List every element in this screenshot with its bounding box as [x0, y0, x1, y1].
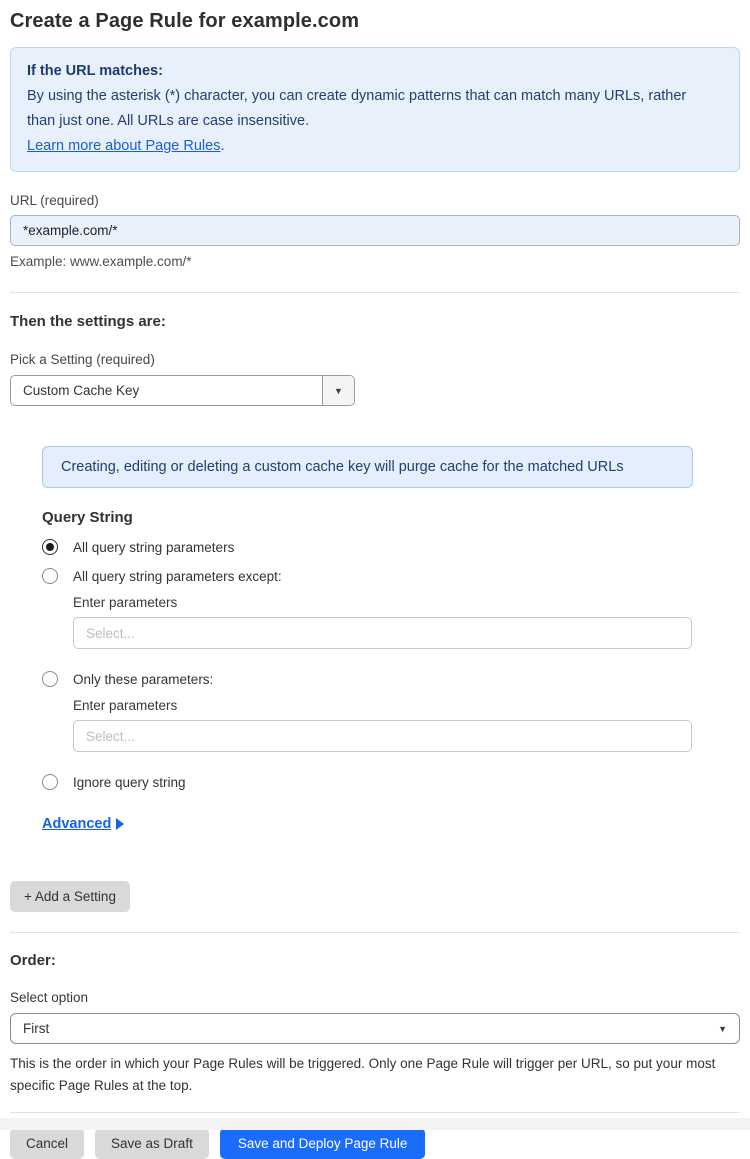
radio-selected-icon[interactable] [42, 539, 58, 555]
custom-cache-key-section [42, 446, 693, 833]
radio-only-these[interactable] [42, 671, 693, 687]
purge-cache-notice: Creating, editing or deleting a custom cache key will purge cache for the matched URLs [42, 446, 693, 488]
radio-unselected-icon[interactable] [42, 568, 58, 584]
only-parameters-input[interactable] [73, 720, 692, 752]
radio-label: Only these parameters: [73, 671, 214, 687]
pick-setting-label: Pick a Setting (required) [10, 352, 155, 367]
enter-parameters-label: Enter parameters [73, 698, 178, 713]
radio-label: Ignore query string [73, 774, 186, 790]
order-select-label: Select option [10, 990, 89, 1005]
enter-parameters-label: Enter parameters [73, 595, 178, 610]
radio-ignore-query-string[interactable] [42, 774, 693, 790]
except-params-subfield [73, 595, 693, 649]
setting-select[interactable] [10, 375, 355, 406]
link-period: . [220, 138, 225, 154]
only-params-subfield [73, 698, 693, 752]
advanced-link[interactable] [42, 816, 124, 832]
order-heading: Order: [10, 952, 56, 969]
radio-all-query-params[interactable] [42, 539, 693, 555]
setting-select-caret-button[interactable] [322, 376, 354, 405]
except-parameters-input[interactable] [73, 617, 692, 649]
radio-label: All query string parameters [73, 539, 235, 555]
url-label: URL (required) [10, 193, 99, 208]
url-match-info-box [10, 47, 740, 172]
chevron-down-icon: ▼ [718, 1023, 727, 1034]
footer-buttons [10, 1128, 740, 1159]
divider-url-settings [10, 292, 740, 293]
cancel-button[interactable]: Cancel [10, 1128, 84, 1159]
page-title: Create a Page Rule for example.com [10, 10, 360, 32]
info-box-heading: If the URL matches: [27, 63, 163, 79]
learn-more-link[interactable]: Learn more about Page Rules [27, 138, 221, 154]
divider-footer [10, 1112, 740, 1113]
query-string-heading: Query String [42, 509, 133, 526]
save-and-deploy-button[interactable]: Save and Deploy Page Rule [220, 1128, 426, 1159]
setting-select-value: Custom Cache Key [23, 383, 140, 398]
order-select[interactable] [10, 1013, 740, 1044]
info-box-link-row [27, 134, 723, 159]
radio-unselected-icon[interactable] [42, 671, 58, 687]
radio-unselected-icon[interactable] [42, 774, 58, 790]
bottom-page-edge [0, 1118, 750, 1130]
radio-all-except[interactable] [42, 568, 693, 584]
url-example-text: Example: www.example.com/* [10, 254, 192, 269]
add-setting-button[interactable]: + Add a Setting [10, 881, 130, 912]
url-input[interactable] [10, 215, 740, 246]
settings-heading: Then the settings are: [10, 313, 166, 330]
radio-dot [46, 543, 54, 551]
divider-settings-order [10, 932, 740, 933]
chevron-down-icon: ▼ [334, 385, 343, 396]
radio-label: All query string parameters except: [73, 568, 282, 584]
order-select-value: First [23, 1021, 50, 1036]
triangle-right-icon [116, 818, 124, 830]
info-box-body: By using the asterisk (*) character, you can create dynamic patterns that can match many URLs, rather than just one. All URLs are case insensitive. [27, 88, 687, 129]
save-as-draft-button[interactable]: Save as Draft [95, 1128, 209, 1159]
advanced-link-label: Advanced [42, 816, 112, 832]
order-help-text: This is the order in which your Page Rules will be triggered. Only one Page Rule will trigger per URL, so put your most specific Page Rules at the top. [10, 1056, 716, 1093]
